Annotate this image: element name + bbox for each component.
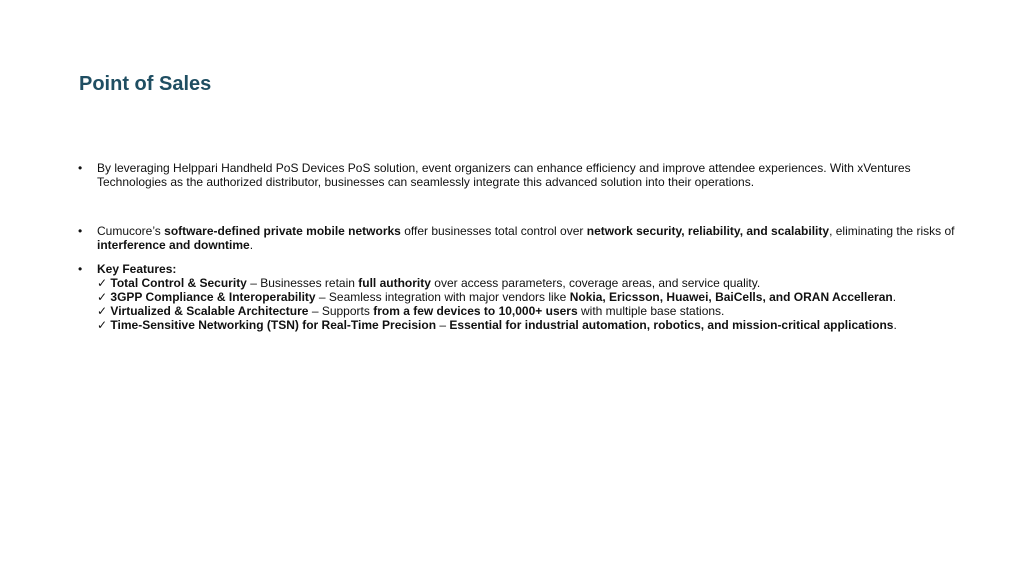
bold-run: Nokia, Ericsson, Huawei, BaiCells, and ORAN Accelleran xyxy=(569,290,893,304)
text-run: . xyxy=(249,238,254,252)
feature-title: 3GPP Compliance & Interoperability xyxy=(110,290,316,304)
feature-title: Time-Sensitive Networking (TSN) for Real-Time Precision xyxy=(110,318,437,332)
bullet-text: By leveraging Helppari Handheld PoS Devices PoS solution, event organizers can enhance efficiency and improve attendee experiences. With xVentures Technologies as the authorized distributor, businesses can seamlessly integrate this advanced solution into their operations. xyxy=(97,161,911,189)
slide-title: Point of Sales xyxy=(79,73,212,95)
bullet-item-key-features xyxy=(78,262,958,332)
bold-run: software-defined private mobile networks xyxy=(164,224,401,238)
bold-run: network security, reliability, and scalability xyxy=(586,224,830,238)
check-icon: ✓ xyxy=(97,290,108,304)
bullet-dot-icon: • xyxy=(78,161,83,175)
text-run: – Businesses retain xyxy=(246,276,359,290)
feature-title: Total Control & Security xyxy=(110,276,247,290)
text-run: offer businesses total control over xyxy=(400,224,587,238)
text-run: Cumucore’s xyxy=(97,224,165,238)
text-run: , eliminating the risks of xyxy=(829,224,955,238)
feature-line-virtualized xyxy=(97,304,958,318)
text-run: – Seamless integration with major vendors like xyxy=(315,290,570,304)
check-icon: ✓ xyxy=(97,304,108,318)
bullet-text xyxy=(97,262,958,332)
feature-line-3gpp xyxy=(97,290,958,304)
bold-run: full authority xyxy=(358,276,431,290)
text-run: with multiple base stations. xyxy=(577,304,725,318)
bold-run: interference and downtime xyxy=(97,238,250,252)
text-run: . xyxy=(892,290,897,304)
feature-line-tsn xyxy=(97,318,958,332)
key-features-heading: Key Features: xyxy=(97,262,177,276)
bullet-text xyxy=(97,224,958,252)
text-run: – Supports xyxy=(308,304,374,318)
bullet-dot-icon: • xyxy=(78,262,83,276)
bold-run: Essential for industrial automation, robotics, and mission-critical applications xyxy=(449,318,894,332)
text-run: . xyxy=(893,318,897,332)
bold-run: from a few devices to 10,000+ users xyxy=(373,304,578,318)
feature-line-control-security xyxy=(97,276,958,290)
bullet-item-pos-solution xyxy=(78,161,958,189)
text-run: over access parameters, coverage areas, and service quality. xyxy=(430,276,761,290)
bullet-item-cumucore xyxy=(78,224,958,252)
check-icon: ✓ xyxy=(97,318,108,332)
check-icon: ✓ xyxy=(97,276,108,290)
feature-title: Virtualized & Scalable Architecture xyxy=(110,304,309,318)
bullet-dot-icon: • xyxy=(78,224,83,238)
text-run: – xyxy=(436,318,450,332)
